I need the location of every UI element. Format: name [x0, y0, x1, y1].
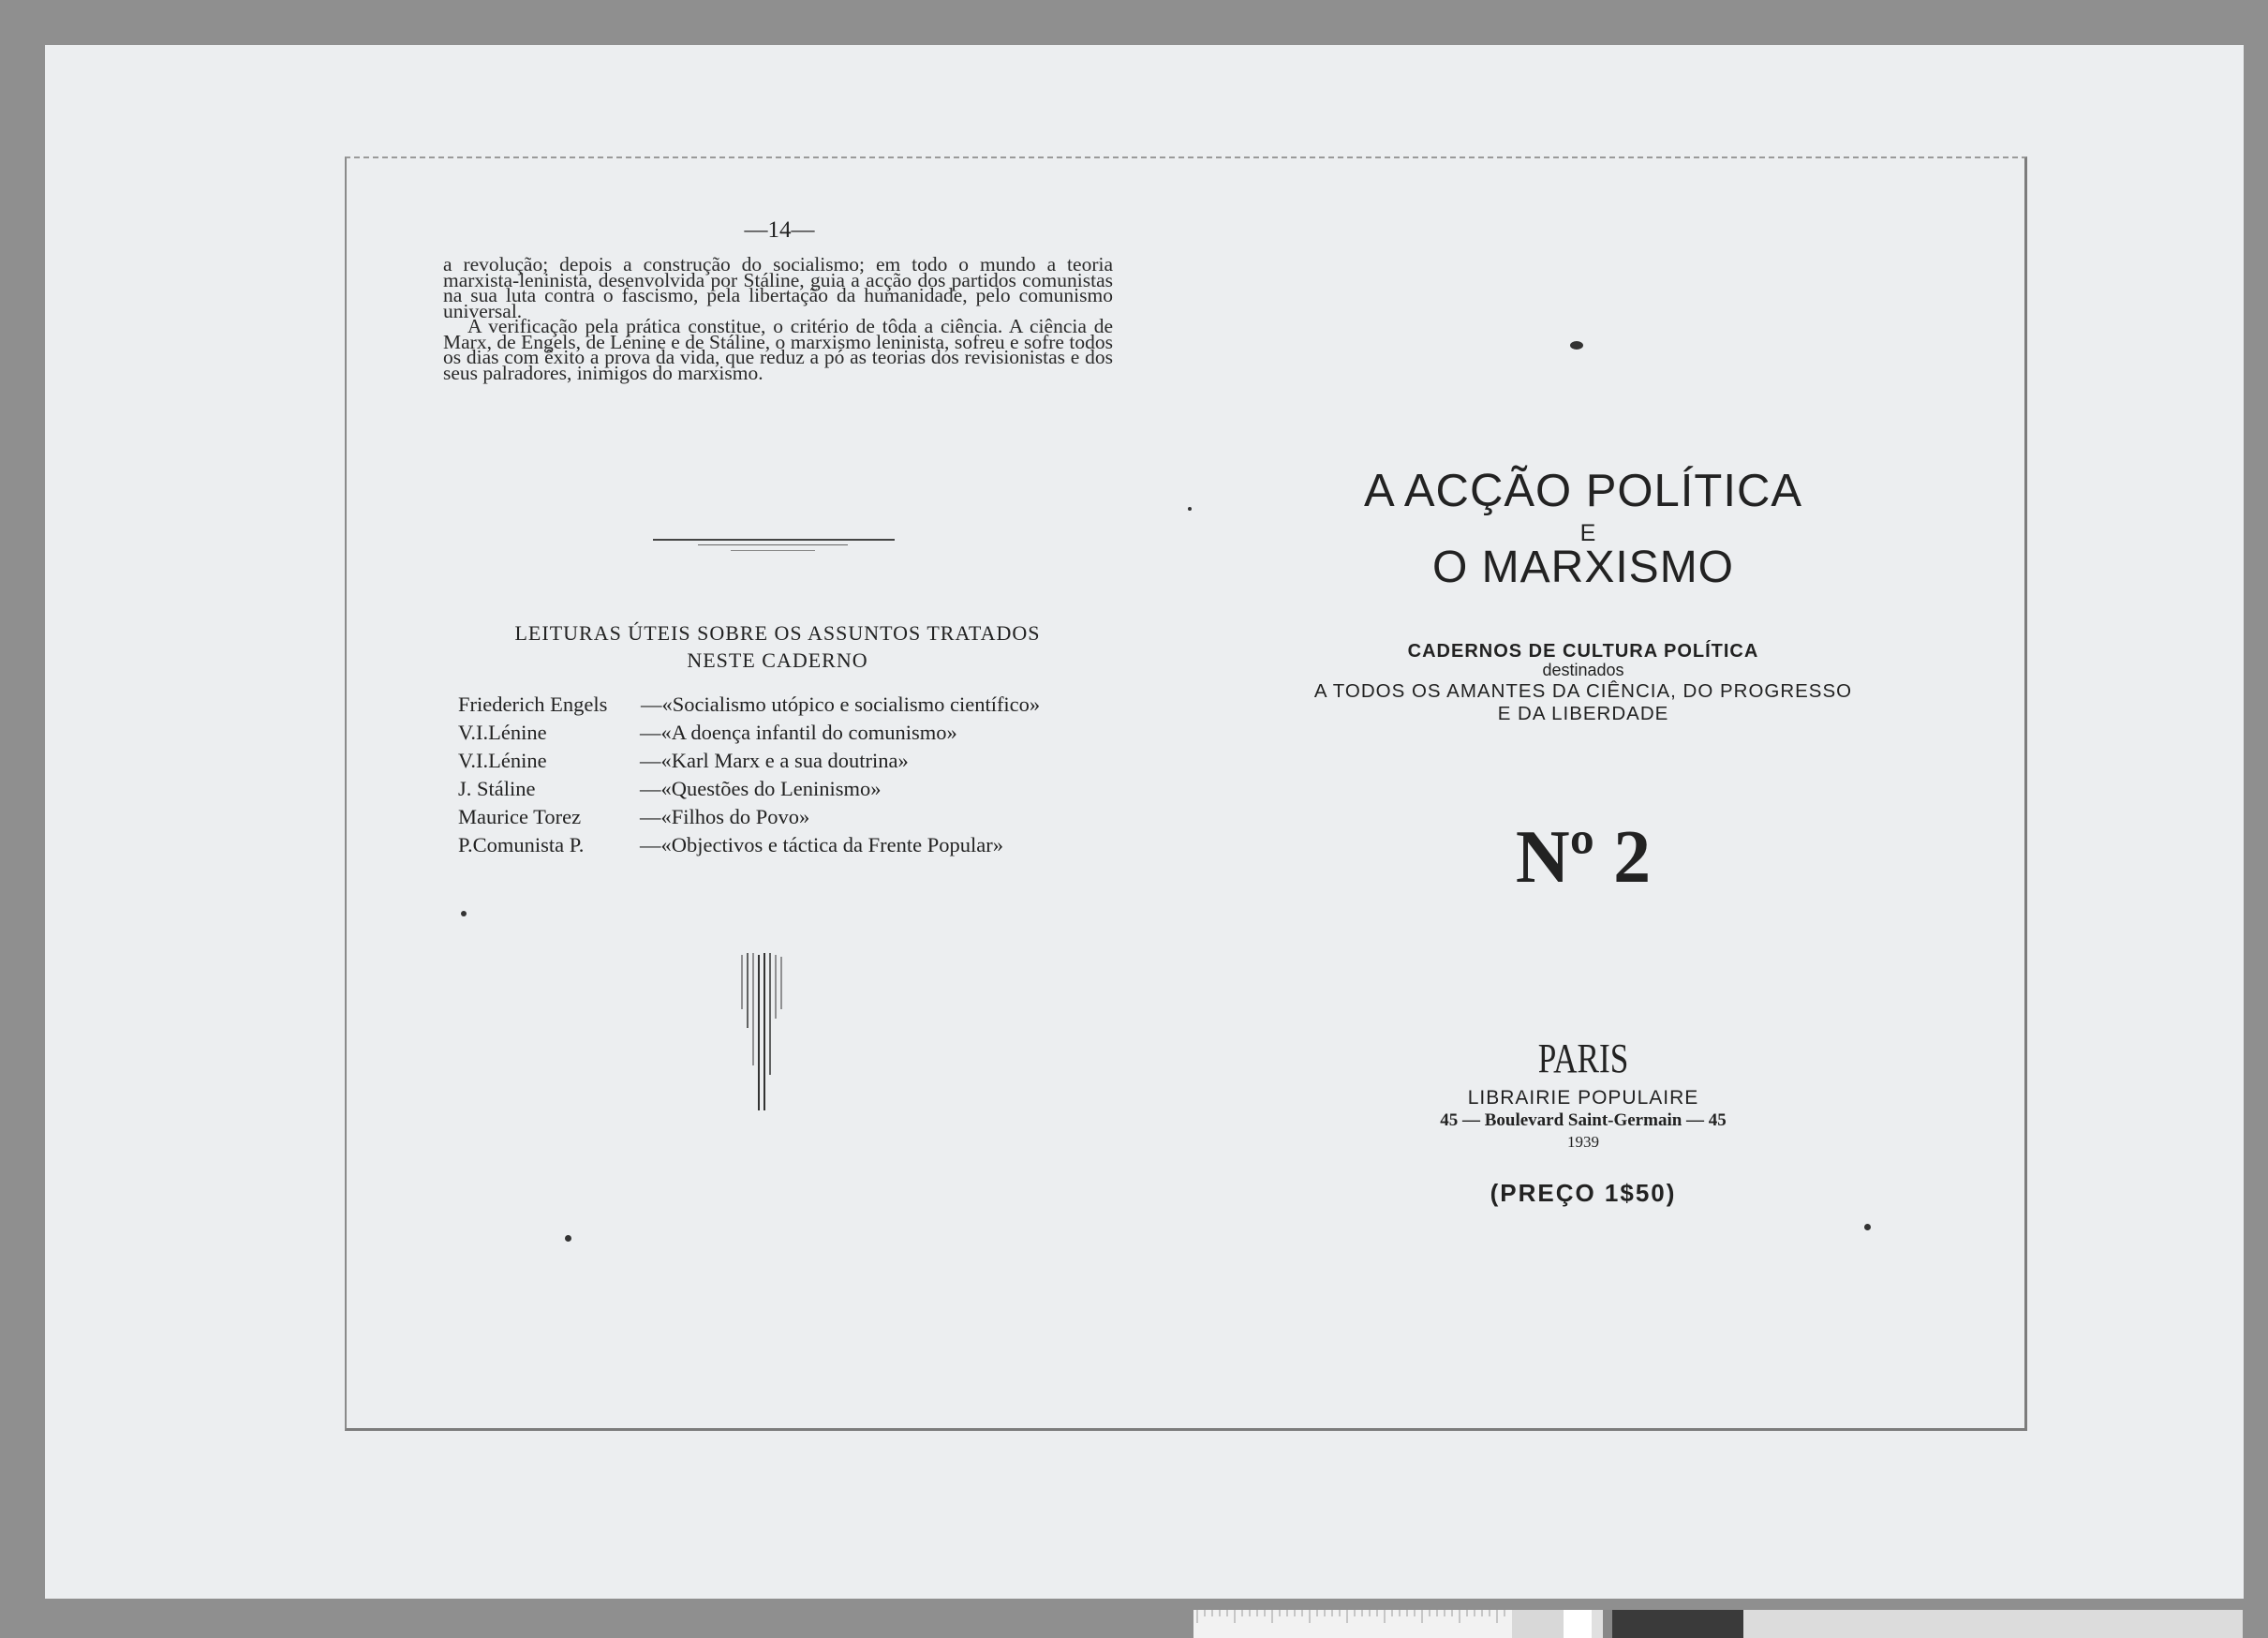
reading-author: Maurice Torez: [458, 805, 582, 828]
reading-author: J. Stáline: [458, 777, 536, 800]
scale-ruler: [1193, 1610, 2243, 1638]
series-destinados: destinados: [1542, 661, 1624, 679]
page-number: —14—: [744, 217, 815, 243]
reading-title: —«Socialismo utópico e socialismo científico»: [641, 692, 1041, 716]
reading-title: —«Objectivos e táctica da Frente Popular»: [640, 833, 1004, 856]
reading-list-heading: [468, 619, 1087, 674]
reading-heading-line: LEITURAS ÚTEIS SOBRE OS ASSUNTOS TRATADOS: [514, 621, 1041, 645]
cover-title-line: A ACÇÃO POLÍTICA: [1363, 466, 1803, 516]
intro-text: [443, 253, 1113, 384]
section-divider: [653, 539, 895, 541]
reading-list: [458, 692, 1114, 861]
publisher-address: 45 — Boulevard Saint-Germain — 45: [1440, 1110, 1727, 1130]
dust-speck: [1864, 1224, 1871, 1230]
reading-author: V.I.Lénine: [458, 721, 547, 744]
publisher-name: LIBRAIRIE POPULAIRE: [1467, 1087, 1699, 1109]
section-divider-rule: [731, 550, 815, 551]
series-dedication: E DA LIBERDADE: [1497, 703, 1669, 724]
reading-title: —«Filhos do Povo»: [640, 805, 810, 828]
series-name: CADERNOS DE CULTURA POLÍTICA: [1407, 641, 1759, 662]
series-dedication: A TODOS OS AMANTES DA CIÊNCIA, DO PROGRESSO: [1313, 680, 1853, 702]
reading-heading-line: NESTE CADERNO: [687, 648, 868, 672]
cover-title-conjunction: E: [1579, 520, 1596, 546]
intro-paragraph: a revolução; depois a construção do socialismo; em todo o mundo a teoria marxista-leninista, desenvolvida por Stáline, guia a acção dos partidos comunistas na sua luta contra o fascismo, pela libertação da humanidade, pelo comunismo universal.: [443, 253, 1113, 322]
dust-speck: [1570, 341, 1583, 350]
dust-speck: [1188, 507, 1192, 511]
intro-paragraph: A verificação pela prática constitue, o critério de tôda a ciência. A ciência de Marx, de Engels, de Lénine e de Stáline, o marxismo leninista, sofreu e sofre todos os dias com êxito a prova da vida, que reduz a pó as teorias dos revisionistas e dos seus palradores, inimigos do marxismo.: [443, 315, 1113, 384]
section-divider-rule: [698, 544, 848, 545]
reading-title: —«Karl Marx e a sua doutrina»: [640, 749, 909, 772]
publication-year: 1939: [1567, 1133, 1599, 1151]
reading-title: —«A doença infantil do comunismo»: [640, 721, 957, 744]
list-item: [458, 805, 1114, 833]
reading-author: V.I.Lénine: [458, 749, 547, 772]
reading-author: P.Comunista P.: [458, 833, 585, 856]
dust-speck: [461, 911, 467, 916]
list-item: [458, 721, 1114, 749]
list-item: [458, 749, 1114, 777]
cover-title-line: O MARXISMO: [1431, 543, 1735, 592]
list-item: [458, 692, 1114, 721]
price: (PREÇO 1$50): [1490, 1179, 1677, 1207]
list-item: [458, 777, 1114, 805]
vertical-bars-ornament: [738, 953, 794, 1112]
publication-city: PARIS: [1537, 1035, 1629, 1081]
list-item: [458, 833, 1114, 861]
reading-author: Friederich Engels: [458, 692, 608, 716]
reading-title: —«Questões do Leninismo»: [640, 777, 882, 800]
dust-speck: [565, 1235, 571, 1242]
issue-number: Nº 2: [1515, 816, 1652, 899]
